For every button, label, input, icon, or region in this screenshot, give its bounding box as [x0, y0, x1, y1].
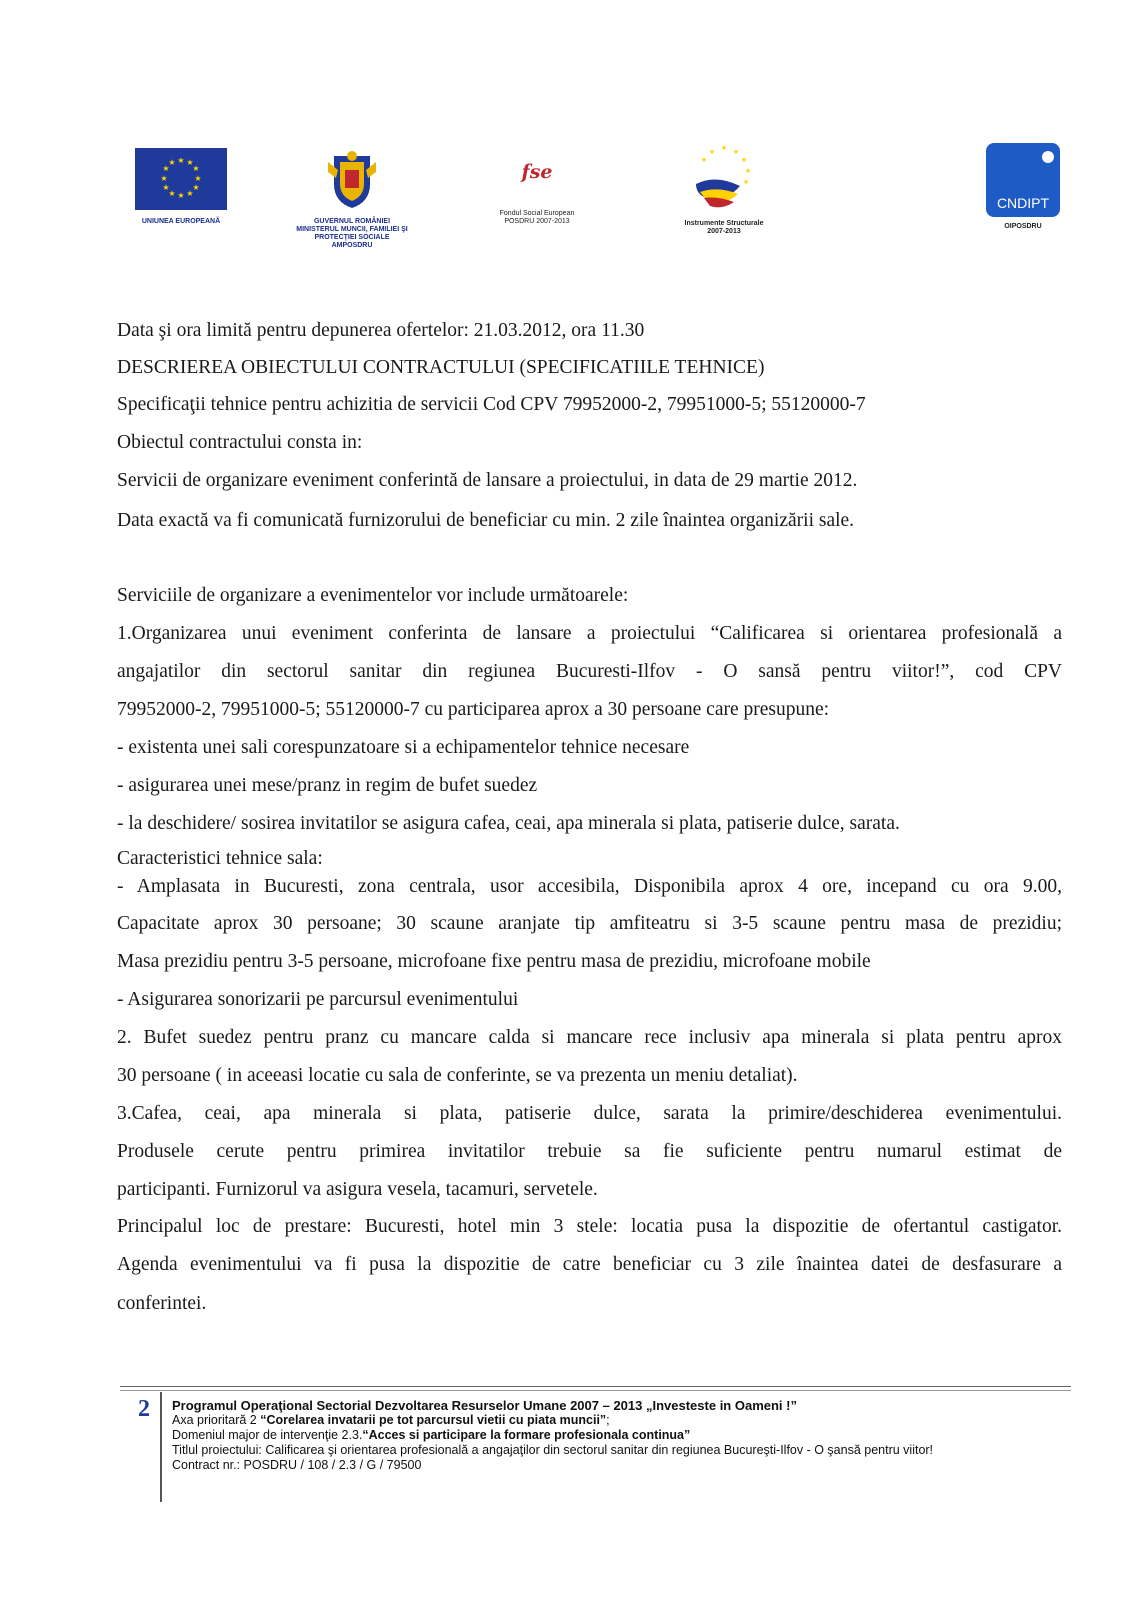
svg-text:★: ★: [160, 174, 168, 183]
item-3-line-2: Produsele cerute pentru primirea invitatilor trebuie sa fie suficiente pentru numarul estimat de: [117, 1141, 1062, 1162]
svg-text:★: ★: [162, 183, 170, 192]
services-include-line: Serviciile de organizare a evenimentelor vor include următoarele:: [117, 585, 629, 606]
logo-cndipt-caption: OIPOSDRU: [1004, 223, 1042, 230]
logo-is-line-1: Instrumente Structurale: [684, 220, 764, 227]
footer-divider: [120, 1386, 1071, 1391]
exact-date-line: Data exactă va fi comunicată furnizorului de beneficiar cu min. 2 zile înaintea organizării sale.: [117, 510, 855, 531]
footer-axis: Axa prioritară 2 “Corelarea invatarii pe tot parcursul vietii cu piata muncii”;: [172, 1413, 610, 1427]
room-features-heading: Caracteristici tehnice sala:: [117, 848, 323, 869]
logo-fse-line-2: POSDRU 2007-2013: [504, 218, 570, 225]
svg-text:★: ★: [700, 156, 708, 164]
svg-text:★: ★: [740, 156, 748, 164]
svg-text:★: ★: [192, 183, 200, 192]
svg-text:★: ★: [708, 148, 716, 156]
svg-text:★: ★: [186, 158, 194, 167]
room-feature-line-3: Masa prezidiu pentru 3-5 persoane, microfoane fixe pentru masa de prezidiu, microfoane mobile: [117, 951, 871, 972]
item-2-line-1: 2. Bufet suedez pentru pranz cu mancare calda si mancare rece inclusiv apa minerala si plata pentru aprox: [117, 1027, 1062, 1048]
svg-text:★: ★: [744, 167, 752, 175]
svg-text:★: ★: [177, 156, 185, 165]
item-1-line-1: 1.Organizarea unui eveniment conferinta de lansare a proiectului “Calificarea si orientarea profesională a: [117, 623, 1062, 644]
sound-line: - Asigurarea sonorizarii pe parcursul evenimentului: [117, 989, 519, 1010]
svg-text:★: ★: [194, 174, 202, 183]
item-3-line-1: 3.Cafea, ceai, apa minerala si plata, patiserie dulce, sarata la primire/deschiderea evenimentului.: [117, 1103, 1062, 1124]
deadline-line: Data şi ora limită pentru depunerea ofertelor: 21.03.2012, ora 11.30: [117, 320, 645, 341]
logo-is-line-2: 2007-2013: [707, 228, 741, 235]
svg-text:★: ★: [186, 189, 194, 198]
fse-mark: fse: [521, 161, 553, 183]
logo-fse: [477, 160, 597, 226]
item-1-line-3: 79952000-2, 79951000-5; 55120000-7 cu participarea aprox a 30 persoane care presupune:: [117, 699, 830, 720]
location-line: Principalul loc de prestare: Bucuresti, hotel min 3 stele: locatia pusa la dispozitie de ofertantul castigator.: [117, 1216, 1062, 1237]
cndipt-mark: [986, 143, 1060, 217]
item-2-line-2: 30 persoane ( in aceeasi locatie cu sala de conferinte, se va prezenta un meniu detaliat).: [117, 1065, 798, 1086]
tech-spec-line: Specificaţii tehnice pentru achizitia de servicii Cod CPV 79952000-2, 79951000-5; 55120000-7: [117, 394, 866, 415]
structural-instruments-icon: [686, 140, 762, 220]
page-number: 2: [138, 1396, 150, 1422]
svg-text:★: ★: [742, 178, 750, 186]
svg-text:★: ★: [192, 164, 200, 173]
footer-vertical-divider: [160, 1392, 162, 1502]
svg-text:★: ★: [162, 164, 170, 173]
item-3-line-3: participanti. Furnizorul va asigura vesela, tacamuri, servetele.: [117, 1179, 598, 1200]
logo-government: [282, 148, 422, 250]
logo-structural-instruments: [668, 140, 780, 236]
footer-program: Programul Operaţional Sectorial Dezvoltarea Resurselor Umane 2007 – 2013 „Investeste in Oameni !”: [172, 1398, 797, 1413]
logo-fse-line-1: Fondul Social European: [499, 210, 575, 217]
svg-text:★: ★: [168, 158, 176, 167]
svg-text:★: ★: [177, 191, 185, 200]
footer-project-title: Titlul proiectului: Calificarea şi orientarea profesională a angajaţilor din sectorul sanitar din regiunea Bucureşti-Ilfov - O şansă pentru viitor!: [172, 1443, 934, 1457]
item-1-line-2: angajatilor din sectorul sanitar din regiunea Bucuresti-Ilfov - O sansă pentru viitor!”, cod CPV: [117, 661, 1062, 682]
logo-cndipt: [973, 143, 1073, 231]
logo-gov-line-3: PROTECŢIEI SOCIALE: [314, 234, 390, 241]
agenda-line-1: Agenda evenimentului va fi pusa la dispozitie de catre beneficiar cu 3 zile înaintea datei de desfasurare a: [117, 1254, 1062, 1275]
agenda-line-2: conferintei.: [117, 1293, 207, 1314]
section-heading: DESCRIEREA OBIECTULUI CONTRACTULUI (SPECIFICATIILE TEHNICE): [117, 357, 765, 378]
services-line: Servicii de organizare eveniment conferintă de lansare a proiectului, in data de 29 martie 2012.: [117, 470, 858, 491]
logo-eu: [120, 148, 242, 226]
object-intro: Obiectul contractului consta in:: [117, 432, 363, 453]
room-feature-line-1: - Amplasata in Bucuresti, zona centrala, usor accesibila, Disponibila aprox 4 ore, incepand cu ora 9.00,: [117, 876, 1062, 897]
footer-text: [172, 1398, 1062, 1473]
svg-text:★: ★: [168, 189, 176, 198]
cndipt-dot-icon: [1042, 151, 1054, 163]
logo-eu-caption: UNIUNEA EUROPEANĂ: [141, 218, 221, 225]
cndipt-mark-text: CNDIPT: [996, 195, 1050, 211]
footer-domain: Domeniul major de intervenţie 2.3.“Acces si participare la formare profesionala continua”: [172, 1428, 691, 1442]
bullet-coffee: - la deschidere/ sosirea invitatilor se asigura cafea, ceai, apa minerala si plata, patiserie dulce, sarata.: [117, 813, 900, 834]
svg-text:★: ★: [720, 144, 728, 152]
footer-contract: Contract nr.: POSDRU / 108 / 2.3 / G / 79500: [172, 1458, 422, 1472]
svg-text:★: ★: [732, 148, 740, 156]
romania-coat-of-arms-icon: [326, 148, 378, 210]
logo-gov-line-4: AMPOSDRU: [331, 242, 373, 249]
logo-gov-line-1: GUVERNUL ROMÂNIEI: [313, 218, 391, 225]
room-feature-line-2: Capacitate aprox 30 persoane; 30 scaune aranjate tip amfiteatru si 3-5 scaune pentru masa de prezidiu;: [117, 913, 1062, 934]
bullet-lunch: - asigurarea unei mese/pranz in regim de bufet suedez: [117, 775, 538, 796]
eu-flag-icon: [135, 148, 227, 210]
logo-gov-line-2: MINISTERUL MUNCII, FAMILIEI ŞI: [296, 226, 408, 233]
bullet-room: - existenta unei sali corespunzatoare si a echipamentelor tehnice necesare: [117, 737, 690, 758]
